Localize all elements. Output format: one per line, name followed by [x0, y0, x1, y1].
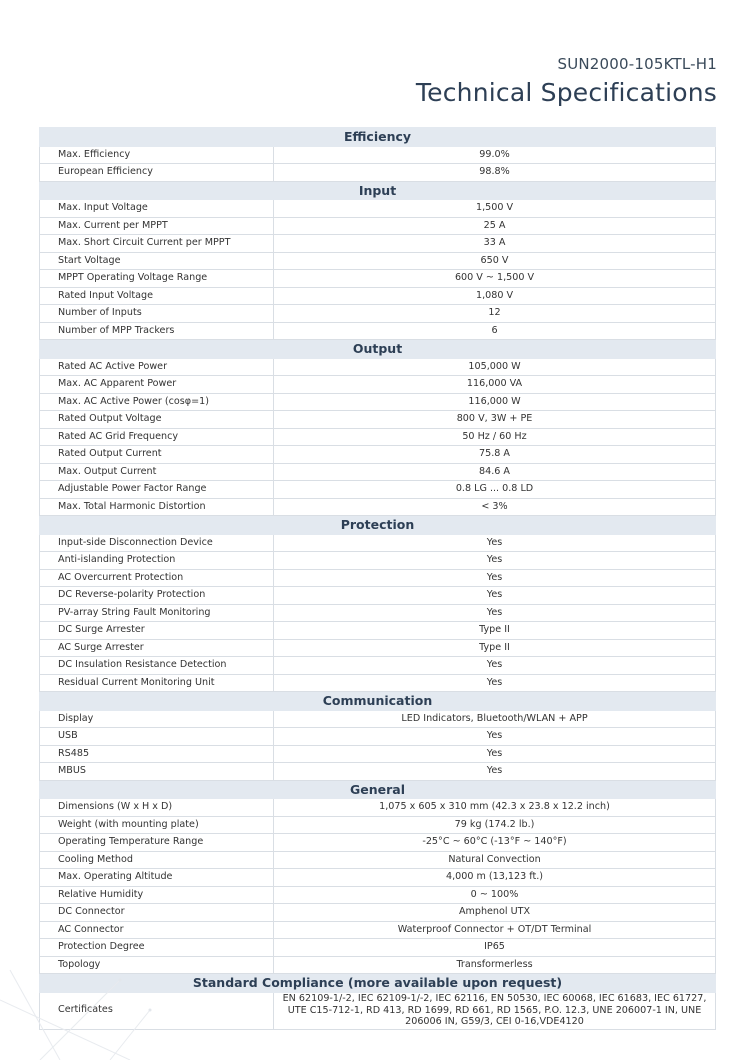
spec-label: DC Reverse-polarity Protection — [40, 587, 274, 605]
spec-value: 25 A — [274, 217, 716, 235]
spec-label: Max. Current per MPPT — [40, 217, 274, 235]
spec-label: RS485 — [40, 745, 274, 763]
model-name: SUN2000-105KTL-H1 — [557, 55, 717, 73]
table-row — [40, 728, 716, 746]
table-row — [40, 639, 716, 657]
table-row — [40, 164, 716, 182]
spec-value: 0 ~ 100% — [274, 886, 716, 904]
spec-value: Yes — [274, 569, 716, 587]
section-header-output — [40, 340, 716, 359]
spec-label: Number of Inputs — [40, 305, 274, 323]
table-row — [40, 587, 716, 605]
spec-label: Input-side Disconnection Device — [40, 534, 274, 552]
table-row — [40, 869, 716, 887]
section-title: Protection — [40, 516, 716, 535]
spec-value: Yes — [274, 657, 716, 675]
spec-value: 650 V — [274, 252, 716, 270]
spec-label: Rated Output Current — [40, 446, 274, 464]
spec-label: Certificates — [40, 992, 274, 1029]
section-title: Output — [40, 340, 716, 359]
table-row — [40, 252, 716, 270]
table-row — [40, 569, 716, 587]
spec-label: AC Overcurrent Protection — [40, 569, 274, 587]
spec-value: 105,000 W — [274, 358, 716, 376]
table-row — [40, 463, 716, 481]
table-row — [40, 745, 716, 763]
spec-value: Type II — [274, 622, 716, 640]
spec-value: 800 V, 3W + PE — [274, 411, 716, 429]
spec-label: MPPT Operating Voltage Range — [40, 270, 274, 288]
spec-value: Yes — [274, 604, 716, 622]
spec-value: Waterproof Connector + OT/DT Terminal — [274, 921, 716, 939]
table-row — [40, 816, 716, 834]
spec-value: EN 62109-1/-2, IEC 62109-1/-2, IEC 62116, EN 50530, IEC 60068, IEC 61683, IEC 61727, UTE C15-712-1, RD 413, RD 1699, RD 661, RD 1565, P.O. 12.3, UNE 206007-1 IN, UNE 206006 IN, G59/3, CEI 0-16,VDE4120 — [274, 992, 716, 1029]
document-header — [416, 53, 717, 110]
section-header-general — [40, 780, 716, 799]
table-row — [40, 200, 716, 218]
spec-label: Display — [40, 710, 274, 728]
table-row — [40, 834, 716, 852]
spec-value: Yes — [274, 674, 716, 692]
spec-label: Max. Input Voltage — [40, 200, 274, 218]
spec-value: -25°C ~ 60°C (-13°F ~ 140°F) — [274, 834, 716, 852]
table-row — [40, 393, 716, 411]
table-row — [40, 146, 716, 164]
spec-label: Number of MPP Trackers — [40, 322, 274, 340]
spec-label: Anti-islanding Protection — [40, 552, 274, 570]
table-row — [40, 481, 716, 499]
table-row — [40, 763, 716, 781]
table-row — [40, 534, 716, 552]
spec-value: Yes — [274, 552, 716, 570]
spec-value: 50 Hz / 60 Hz — [274, 428, 716, 446]
section-header-protection — [40, 516, 716, 535]
section-header-communication — [40, 692, 716, 711]
spec-label: Topology — [40, 956, 274, 974]
spec-value: Yes — [274, 587, 716, 605]
spec-value: 116,000 VA — [274, 376, 716, 394]
spec-value: 1,075 x 605 x 310 mm (42.3 x 23.8 x 12.2 inch) — [274, 799, 716, 817]
table-row — [40, 674, 716, 692]
table-row — [40, 270, 716, 288]
table-row — [40, 322, 716, 340]
spec-label: Max. Total Harmonic Distortion — [40, 498, 274, 516]
spec-label: Start Voltage — [40, 252, 274, 270]
spec-label: Max. Efficiency — [40, 146, 274, 164]
table-row — [40, 305, 716, 323]
spec-value: 6 — [274, 322, 716, 340]
spec-value: Yes — [274, 763, 716, 781]
spec-value: 98.8% — [274, 164, 716, 182]
section-title: General — [40, 780, 716, 799]
table-row — [40, 287, 716, 305]
spec-value: Yes — [274, 745, 716, 763]
spec-value: < 3% — [274, 498, 716, 516]
spec-label: AC Surge Arrester — [40, 639, 274, 657]
spec-value: 116,000 W — [274, 393, 716, 411]
spec-value: 12 — [274, 305, 716, 323]
spec-label: Weight (with mounting plate) — [40, 816, 274, 834]
spec-label: MBUS — [40, 763, 274, 781]
spec-value: Transformerless — [274, 956, 716, 974]
spec-label: Rated AC Grid Frequency — [40, 428, 274, 446]
spec-label: Max. AC Active Power (cosφ=1) — [40, 393, 274, 411]
section-title: Efficiency — [40, 128, 716, 147]
spec-label: Max. Output Current — [40, 463, 274, 481]
spec-label: Operating Temperature Range — [40, 834, 274, 852]
spec-label: Rated Output Voltage — [40, 411, 274, 429]
spec-value: 33 A — [274, 235, 716, 253]
spec-table-body — [40, 128, 716, 1030]
section-title: Standard Compliance (more available upon request) — [40, 974, 716, 993]
table-row — [40, 657, 716, 675]
spec-value: 79 kg (174.2 lb.) — [274, 816, 716, 834]
spec-label: AC Connector — [40, 921, 274, 939]
spec-value: Natural Convection — [274, 851, 716, 869]
spec-value: Yes — [274, 728, 716, 746]
spec-value: Yes — [274, 534, 716, 552]
spec-label: DC Insulation Resistance Detection — [40, 657, 274, 675]
table-row — [40, 710, 716, 728]
spec-value: 84.6 A — [274, 463, 716, 481]
section-header-efficiency — [40, 128, 716, 147]
spec-label: Residual Current Monitoring Unit — [40, 674, 274, 692]
table-row — [40, 622, 716, 640]
spec-label: Rated Input Voltage — [40, 287, 274, 305]
spec-value: 1,500 V — [274, 200, 716, 218]
table-row — [40, 851, 716, 869]
spec-label: Max. Short Circuit Current per MPPT — [40, 235, 274, 253]
spec-value: 4,000 m (13,123 ft.) — [274, 869, 716, 887]
spec-label: Relative Humidity — [40, 886, 274, 904]
spec-value: 99.0% — [274, 146, 716, 164]
spec-value: Type II — [274, 639, 716, 657]
spec-label: DC Connector — [40, 904, 274, 922]
spec-label: Protection Degree — [40, 939, 274, 957]
table-row — [40, 886, 716, 904]
table-row — [40, 552, 716, 570]
table-row — [40, 428, 716, 446]
spec-label: Rated AC Active Power — [40, 358, 274, 376]
table-row — [40, 799, 716, 817]
page-title: Technical Specifications — [415, 78, 717, 107]
spec-label: Max. Operating Altitude — [40, 869, 274, 887]
table-row — [40, 411, 716, 429]
table-row — [40, 235, 716, 253]
spec-label: Max. AC Apparent Power — [40, 376, 274, 394]
table-row — [40, 446, 716, 464]
table-row — [40, 217, 716, 235]
table-row — [40, 921, 716, 939]
spec-label: Dimensions (W x H x D) — [40, 799, 274, 817]
spec-label: Adjustable Power Factor Range — [40, 481, 274, 499]
section-title: Communication — [40, 692, 716, 711]
spec-label: DC Surge Arrester — [40, 622, 274, 640]
spec-label: USB — [40, 728, 274, 746]
spec-value: 0.8 LG ... 0.8 LD — [274, 481, 716, 499]
section-title: Input — [40, 181, 716, 200]
spec-value: 600 V ~ 1,500 V — [274, 270, 716, 288]
spec-value: 1,080 V — [274, 287, 716, 305]
spec-value: Amphenol UTX — [274, 904, 716, 922]
table-row — [40, 604, 716, 622]
spec-label: European Efficiency — [40, 164, 274, 182]
table-row — [40, 376, 716, 394]
spec-label: Cooling Method — [40, 851, 274, 869]
table-row — [40, 904, 716, 922]
spec-table — [39, 127, 716, 1030]
section-header-input — [40, 181, 716, 200]
spec-value: LED Indicators, Bluetooth/WLAN + APP — [274, 710, 716, 728]
spec-value: 75.8 A — [274, 446, 716, 464]
background-decoration — [0, 940, 200, 1060]
table-row — [40, 358, 716, 376]
spec-label: PV-array String Fault Monitoring — [40, 604, 274, 622]
table-row — [40, 498, 716, 516]
spec-value: IP65 — [274, 939, 716, 957]
